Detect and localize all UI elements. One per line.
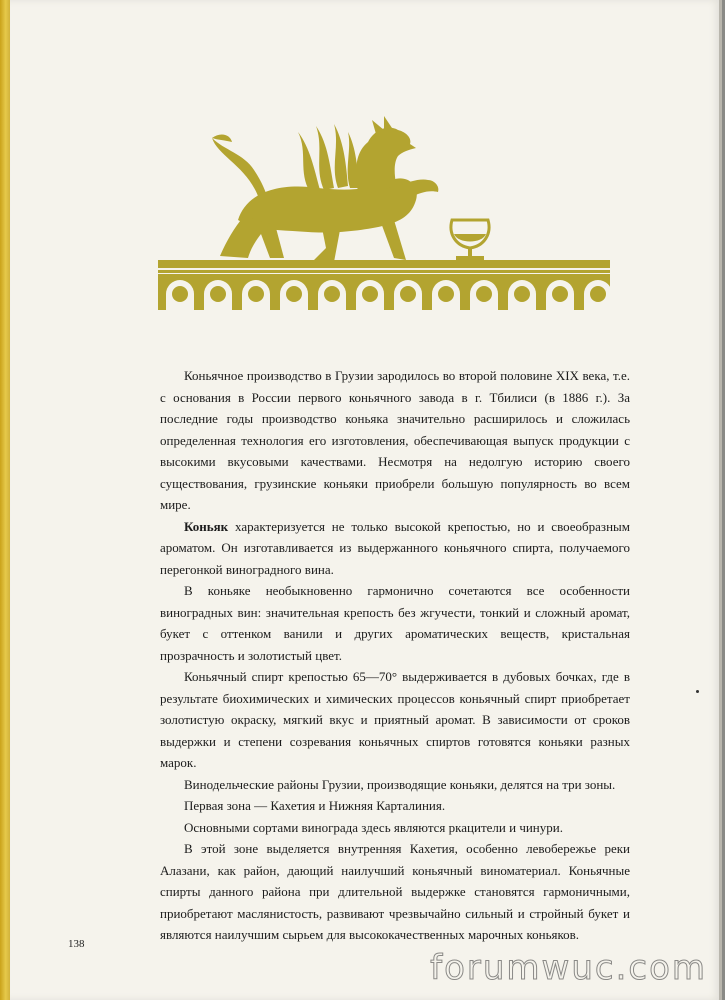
print-speck <box>696 690 699 693</box>
paragraph: Коньяк характеризуется не только высокой крепостью, но и своеобразным ароматом. Он изготавливается из выдержанного коньячного спирта, получаемого перегонкой виноградного вина. <box>160 518 630 577</box>
paragraph: Основными сортами винограда здесь являются ркацители и чинури. <box>184 819 563 835</box>
border-circle <box>362 286 378 302</box>
page-number: 138 <box>68 938 85 950</box>
term-cognac: Коньяк <box>184 518 229 534</box>
border-circle <box>210 286 226 302</box>
paragraph: В этой зоне выделяется внутренняя Кахетия, особенно левобережье реки Алазани, как район, дающий наилучший коньячный виноматериал. Коньячные спирты данного района при длительной выдержке становятся гармоничными, приобретают маслянистость, развивают чрезвычайно сильный и стройный букет и являются наилучшим сырьем для высококачественных марочных коньяков. <box>160 841 630 942</box>
watermark-text: forumwuc.com <box>430 948 707 988</box>
border-circle <box>248 286 264 302</box>
border-circle <box>172 286 188 302</box>
page-edge-shadow <box>719 0 722 1000</box>
article-body <box>160 365 630 946</box>
paragraph: Коньячное производство в Грузии зародилось во второй половине XIX века, т.е. с основания в России первого коньячного завода в г. Тбилиси (в 1886 г.). За последние годы производство коньяка значительно расширилось и сложилась определенная технология его изготовления, обеспечивающая выпуск продукции с высокими вкусовыми качествами. Несмотря на недолгую историю своего существования, грузинские коньяки приобрели большую популярность во всем мире. <box>160 368 630 512</box>
border-circle <box>438 286 454 302</box>
brandy-snifter-icon <box>451 220 489 260</box>
border-circle <box>324 286 340 302</box>
paragraph: Коньячный спирт крепостью 65—70° выдерживается в дубовых бочках, где в результате биохимических и химических процессов коньячный спирт приобретает золотистую окраску, мягкий вкус и приятный аромат. В зависимости от сроков выдержки и степени созревания коньячных спиртов готовятся коньяки разных марок. <box>160 669 630 770</box>
border-circle <box>400 286 416 302</box>
border-circle <box>476 286 492 302</box>
border-circle <box>286 286 302 302</box>
griffin-icon <box>212 116 438 262</box>
border-circle <box>514 286 530 302</box>
paragraph: Первая зона — Кахетия и Нижняя Карталиния. <box>184 798 446 813</box>
border-circle <box>590 286 606 302</box>
emblem-illustration <box>158 108 610 310</box>
book-page <box>10 0 722 1000</box>
paragraph: В коньяке необыкновенно гармонично сочетаются все особенности виноградных вин: значительная крепость без жгучести, тонкий и сложный аромат, букет с оттенком ванили и других ароматических веществ, кристальная прозрачность и золотистый цвет. <box>160 583 630 663</box>
border-circle <box>552 286 568 302</box>
paragraph: Винодельческие районы Грузии, производящие коньяки, делятся на три зоны. <box>184 776 616 792</box>
